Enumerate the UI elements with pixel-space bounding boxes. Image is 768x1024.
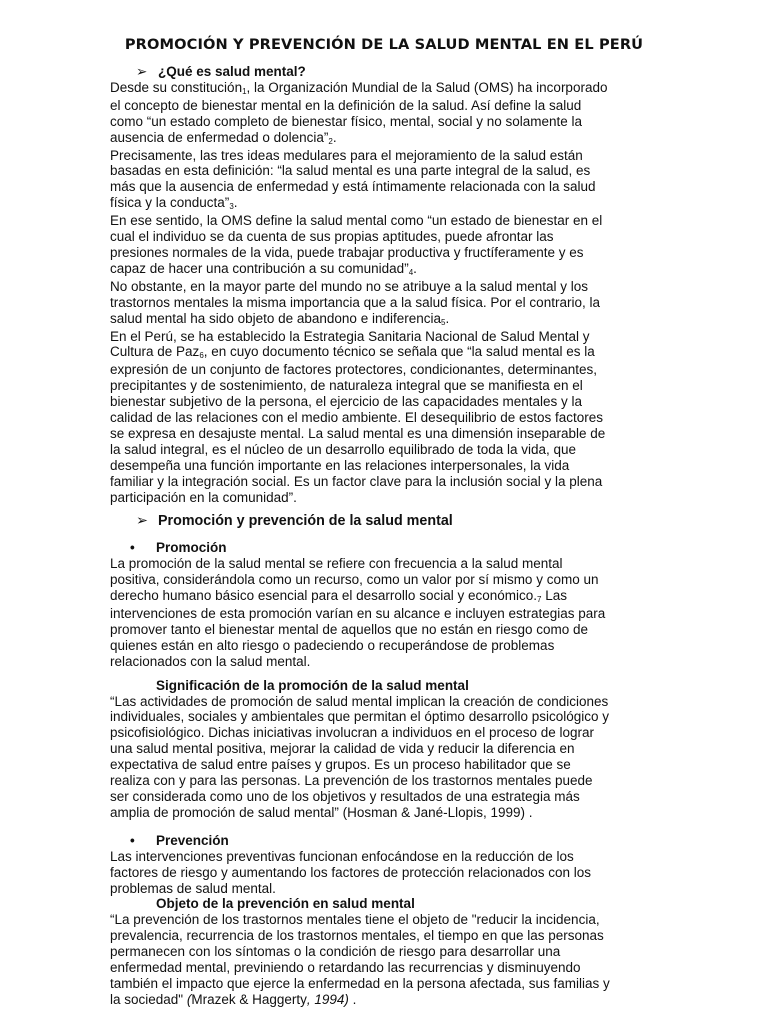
section2-heading-row [136,514,610,530]
paragraph: Desde su constitución1, la Organización Mundial de la Salud (OMS) ha incorporado el concepto de bienestar mental en la definición de la salud. Así define la salud como “un estado completo de bienestar físico, mental, social y no solamente la ausencia de enfermedad o dolencia”2. [110,79,608,146]
section1-heading: ¿Qué es salud mental? [158,64,306,79]
dot-bullet-icon: • [130,832,135,848]
paragraph: Las intervenciones preventivas funcionan enfocándose en la reducción de los factores de riesgo y aumentando los factores de protección relacionados con los problemas de salud mental. [110,848,592,896]
paragraph: “Las actividades de promoción de salud mental implican la creación de condiciones individuales, sociales y ambientales que permitan el óptimo desarrollo psicológico y psicofisiológico. Dichas iniciativas involucran a individuos en el proceso de lograr una salud mental positiva, mejorar la calidad de vida y reducir la diferencia en expectativa de salud entre países y grupos. Es un proceso habilitador que se realiza con y para las personas. La prevención de los trastornos mentales puede ser considerada como uno de los objetivos y resultados de una estrategia más amplia de promoción de salud mental” (Hosman & Jané-Llopis, 1999) . [110,693,610,820]
paragraph: La promoción de la salud mental se refiere con frecuencia a la salud mental positiva, considerándola como un recurso, como un valor por sí mismo y como un derecho humano básico esencial para el desarrollo social y económico.7 Las intervenciones de esta promoción varían en su alcance e incluyen estrategias para promover tanto el bienestar mental de aquellos que no están en riesgo como de quienes están en alto riesgo o padeciendo o recuperándose de problemas relacionados con la salud mental. [110,556,606,669]
prevencion-subheading: Objeto de la prevención en salud mental [156,896,415,912]
prevencion-heading-row [130,833,610,849]
document-body [110,64,610,1008]
dot-bullet-icon: • [130,540,135,556]
paragraph: En ese sentido, la OMS define la salud mental como “un estado de bienestar en el cual el individuo se da cuenta de sus propias aptitudes, puede afrontar las presiones normales de la vida, puede trabajar productiva y fructíferamente y es capaz de hacer una contribución a su comunidad”4. [110,213,603,277]
promocion-heading: Promoción [156,540,227,556]
promocion-subheading: Significación de la promoción de la salud mental [156,677,469,693]
document-title: PROMOCIÓN Y PREVENCIÓN DE LA SALUD MENTAL EN EL PERÚ [124,36,644,53]
paragraph: En el Perú, se ha establecido la Estrategia Sanitaria Nacional de Salud Mental y Cultura de Paz6, en cuyo documento técnico se señala que “la salud mental es la expresión de un conjunto de factores protectores, condicionantes, determinantes, precipitantes y de sostenimiento, de naturaleza integral que se manifiesta en el bienestar subjetivo de la persona, el ejercicio de las capacidades mentales y la calidad de las relaciones con el medio ambiente. El desequilibrio de estos factores se expresa en desajuste mental. La salud mental es una dimensión inseparable de la salud integral, es el núcleo de un desarrollo equilibrado de toda la vida, que desempeña una función importante en las relaciones interpersonales, la vida familiar y la integración social. Es un factor clave para la inclusión social y la plena participación en la comunidad”. [110,328,606,505]
arrow-bullet-icon: ➢ [136,64,148,79]
section1-heading-row [136,64,610,80]
paragraph: “La prevención de los trastornos mentales tiene el objeto de "reducir la incidencia, prevalencia, recurrencia de los trastornos mentales, el tiempo en que las personas permanecen con los síntomas o la condición de riesgo para desarrollar una enfermedad mental, previniendo o retardando las recurrencias y disminuyendo también el impacto que ejerce la enfermedad en la persona afectada, sus familias y la sociedad" (Mrazek & Haggerty, 1994) . [110,912,610,1007]
prevencion-heading: Prevención [156,832,229,848]
paragraph: No obstante, en la mayor parte del mundo no se atribuye a la salud mental y los trastornos mentales la misma importancia que a la salud física. Por el contrario, la salud mental ha sido objeto de abandono e indiferencia5. [110,278,600,327]
arrow-bullet-icon: ➢ [136,513,148,530]
section2-heading: Promoción y prevención de la salud mental [158,513,453,530]
paragraph: Precisamente, las tres ideas medulares para el mejoramiento de la salud están basadas en esta definición: “la salud mental es una parte integral de la salud, es más que la ausencia de enfermedad y está íntimamente relacionada con la salud física y la conducta”3. [110,147,596,212]
promocion-heading-row [130,540,610,556]
